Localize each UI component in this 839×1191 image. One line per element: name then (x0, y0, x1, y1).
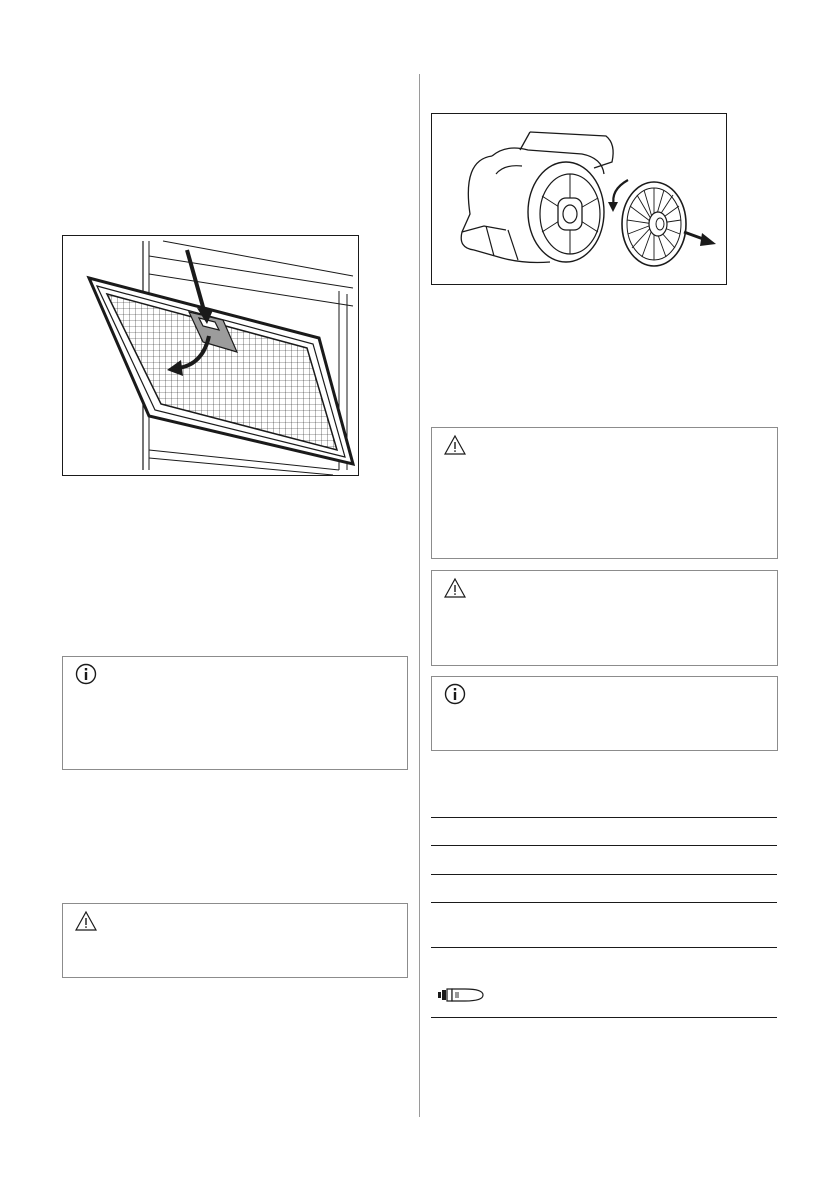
table-rule (431, 845, 777, 846)
table-rule (431, 902, 777, 903)
grease-filter-figure (62, 235, 359, 476)
table-rule (431, 1017, 777, 1018)
warning-icon (444, 434, 466, 456)
table-rule (431, 817, 777, 818)
info-notice (62, 656, 408, 770)
warning-notice (62, 903, 408, 978)
info-icon (75, 663, 97, 685)
warning-icon (444, 577, 466, 599)
warning-notice (431, 570, 778, 666)
grease-filter-illustration (63, 236, 358, 475)
carbon-filter-illustration (432, 114, 726, 284)
column-divider (419, 74, 420, 1117)
info-icon (444, 683, 466, 705)
fan-filter-figure (431, 113, 727, 285)
warning-icon (75, 910, 97, 932)
warning-notice (431, 427, 778, 559)
info-notice (431, 676, 778, 751)
table-rule (431, 874, 777, 875)
lamp-bulb-icon (437, 986, 485, 1004)
table-rule (431, 947, 777, 948)
